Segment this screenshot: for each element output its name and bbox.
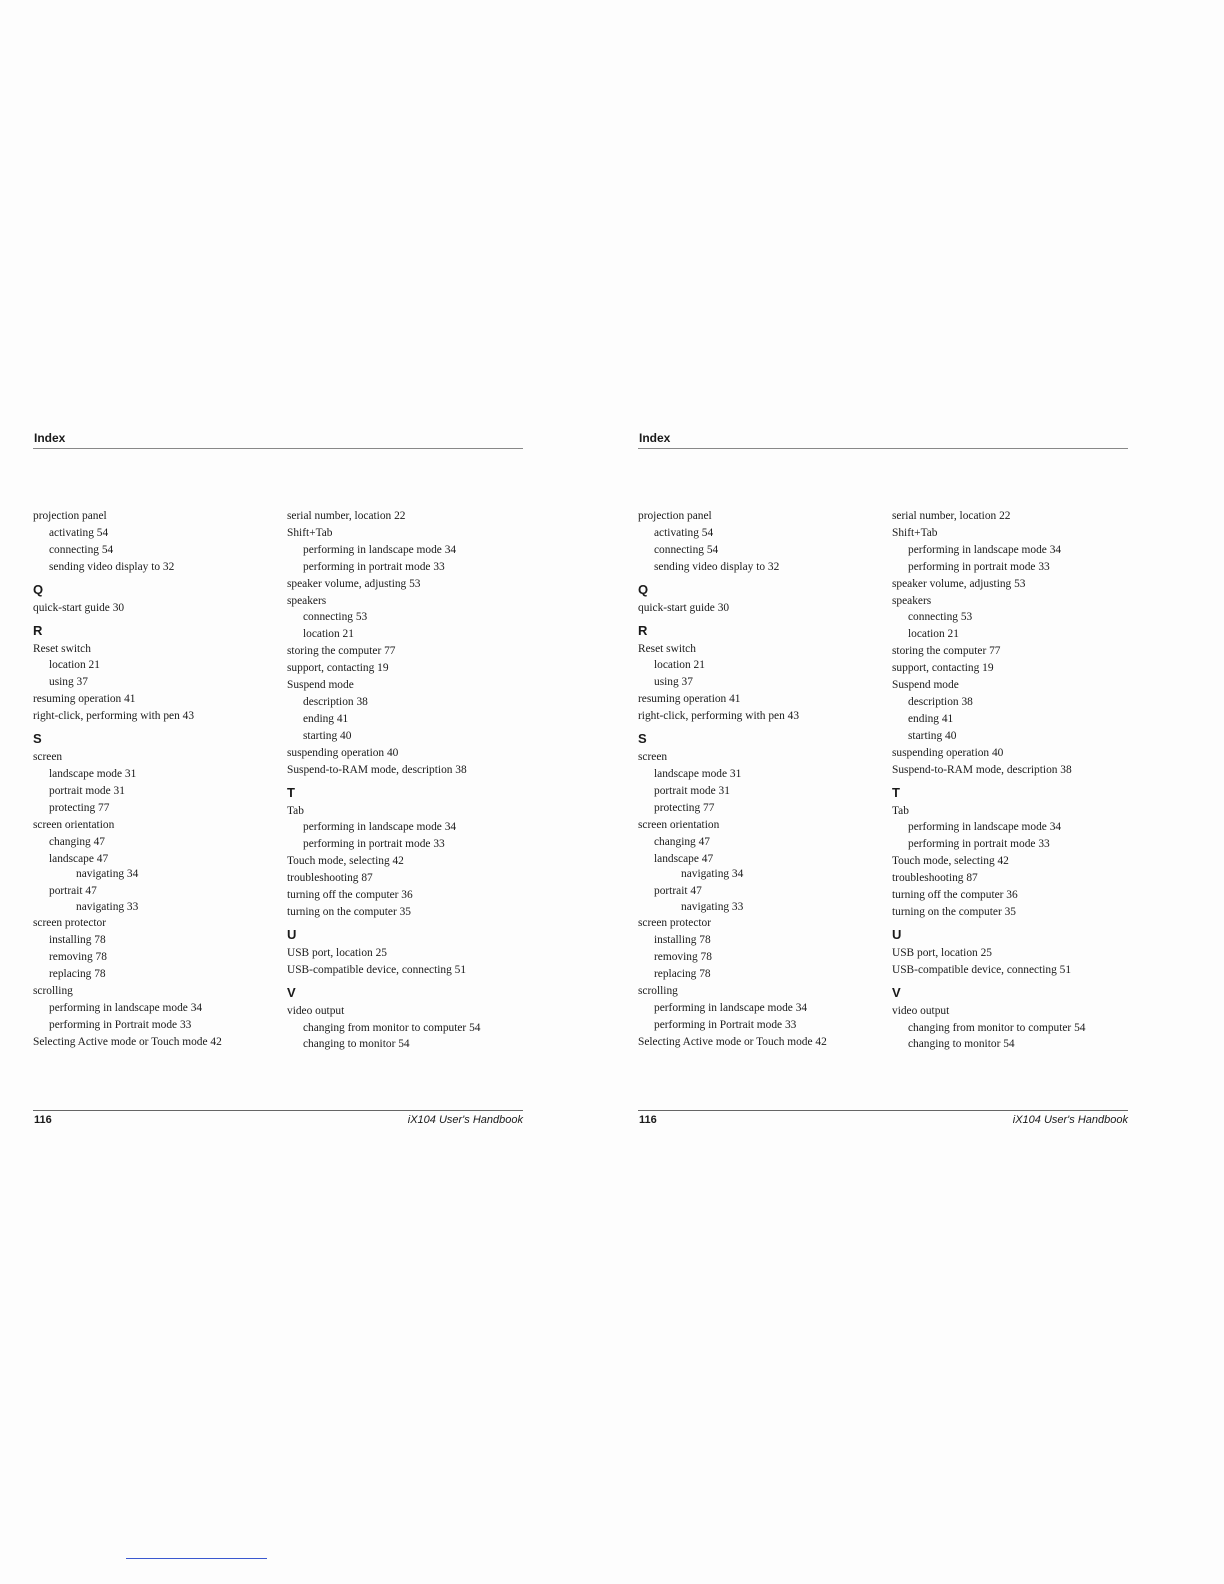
page-number: 116 [639,1114,657,1126]
index-entry: troubleshooting 87 [287,872,373,885]
index-entry: performing in landscape mode 34 [654,1001,808,1014]
index-entry: right-click, performing with pen 43 [33,710,195,723]
index-entry: Selecting Active mode or Touch mode 42 [638,1035,827,1048]
index-entry: changing from monitor to computer 54 [303,1021,481,1034]
index-entry: connecting 53 [303,611,368,624]
index-entry: screen protector [638,917,712,930]
index-entry: connecting 53 [908,611,973,624]
index-entry: sending video display to 32 [654,560,780,573]
index-entry: suspending operation 40 [892,746,1004,759]
book-title: iX104 User's Handbook [407,1114,523,1126]
index-entry: video output [287,1004,345,1017]
index-entry: location 21 [908,628,959,641]
index-entry: replacing 78 [654,968,711,981]
index-entry: activating 54 [49,526,109,539]
index-entry: sending video display to 32 [49,560,175,573]
index-entry: activating 54 [654,526,714,539]
index-entry: USB port, location 25 [892,946,992,959]
index-letter-heading: U [287,926,297,942]
page-footer [33,1110,523,1130]
index-entry: turning on the computer 35 [892,905,1017,918]
index-letter-heading: V [892,984,901,1000]
index-entry: screen [638,751,668,764]
index-entry: Reset switch [33,642,91,655]
index-entry: Touch mode, selecting 42 [892,855,1009,868]
index-letter-heading: S [33,731,42,747]
index-entry: ending 41 [908,712,954,725]
index-entry: quick-start guide 30 [33,601,125,614]
index-letter-heading: U [892,926,902,942]
index-entry: USB-compatible device, connecting 51 [892,963,1072,976]
index-entry: Selecting Active mode or Touch mode 42 [33,1035,222,1048]
index-entry: support, contacting 19 [287,662,389,675]
index-entry: projection panel [33,510,107,522]
index-entry: USB-compatible device, connecting 51 [287,963,467,976]
index-entry: screen [33,751,63,764]
index-column-left [638,508,878,1051]
index-entry: location 21 [49,659,100,672]
index-entry: screen protector [33,917,107,930]
index-entry: removing 78 [654,951,712,964]
index-entry: performing in landscape mode 34 [303,543,457,556]
index-entry: performing in landscape mode 34 [908,821,1062,834]
index-entry: portrait mode 31 [49,784,125,797]
index-entry: changing 47 [49,835,105,848]
index-entry: navigating 33 [76,900,139,913]
index-letter-heading: Q [33,581,44,597]
stray-underline-rule [126,1558,267,1559]
index-entry: Suspend-to-RAM mode, description 38 [892,763,1072,776]
index-entry: performing in portrait mode 33 [303,560,445,573]
index-entry: changing 47 [654,835,710,848]
index-entry: turning off the computer 36 [287,889,413,902]
index-entry: installing 78 [49,934,106,947]
index-entry: performing in Portrait mode 33 [49,1018,192,1031]
index-column-left [33,508,273,1051]
index-entry: landscape 47 [654,852,714,865]
index-entry: ending 41 [303,712,349,725]
index-letter-heading: V [287,984,296,1000]
index-entry: Tab [892,804,909,817]
index-entry: using 37 [49,676,88,689]
index-entry: navigating 34 [76,868,139,881]
index-entry: resuming operation 41 [638,693,741,706]
index-entry: connecting 54 [654,543,719,556]
index-entry: quick-start guide 30 [638,601,730,614]
index-entry: serial number, location 22 [892,510,1011,522]
index-entry: landscape 47 [49,852,109,865]
index-entry: landscape mode 31 [654,767,742,780]
index-letter-heading: Q [638,581,649,597]
index-entry: connecting 54 [49,543,114,556]
index-letter-heading: R [638,622,648,638]
index-entry: navigating 34 [681,868,744,881]
index-entry: replacing 78 [49,968,106,981]
index-entry: screen orientation [33,818,115,831]
index-entry: using 37 [654,676,693,689]
index-entry: protecting 77 [654,801,715,814]
index-entry: speakers [892,594,932,607]
index-entry: Shift+Tab [287,526,333,539]
index-entry: support, contacting 19 [892,662,994,675]
index-entry: Reset switch [638,642,696,655]
index-entry: Suspend mode [892,679,959,692]
index-entry: Suspend-to-RAM mode, description 38 [287,763,467,776]
index-entry: description 38 [303,695,368,708]
index-entry: navigating 33 [681,900,744,913]
index-entry: Touch mode, selecting 42 [287,855,404,868]
index-letter-heading: T [892,784,900,800]
index-entry: Tab [287,804,304,817]
index-letter-heading: S [638,731,647,747]
index-letter-heading: R [33,622,43,638]
index-entry: performing in portrait mode 33 [908,560,1050,573]
index-entry: landscape mode 31 [49,767,137,780]
index-entry: starting 40 [303,729,352,742]
index-column-right [892,508,1132,1053]
index-entry: removing 78 [49,951,107,964]
index-entry: Shift+Tab [892,526,938,539]
index-entry: serial number, location 22 [287,510,406,522]
index-entry: installing 78 [654,934,711,947]
index-entry: portrait 47 [49,884,97,897]
index-entry: scrolling [33,984,73,997]
page-header-title: Index [638,430,1128,449]
index-entry: suspending operation 40 [287,746,399,759]
index-entry: location 21 [654,659,705,672]
index-entry: turning on the computer 35 [287,905,412,918]
index-entry: performing in landscape mode 34 [303,821,457,834]
index-entry: performing in portrait mode 33 [303,838,445,851]
index-entry: troubleshooting 87 [892,872,978,885]
index-entry: performing in landscape mode 34 [49,1001,203,1014]
index-page-left [33,430,523,1140]
index-entry: speakers [287,594,327,607]
index-entry: turning off the computer 36 [892,889,1018,902]
index-page-right [638,430,1128,1140]
page-header-title: Index [33,430,523,449]
index-entry: changing to monitor 54 [303,1038,410,1051]
index-entry: right-click, performing with pen 43 [638,710,800,723]
index-entry: portrait 47 [654,884,702,897]
page-footer [638,1110,1128,1130]
index-entry: Suspend mode [287,679,354,692]
index-entry: description 38 [908,695,973,708]
index-entry: storing the computer 77 [287,645,396,658]
index-entry: projection panel [638,510,712,522]
index-entry: protecting 77 [49,801,110,814]
index-entry: video output [892,1004,950,1017]
index-entry: screen orientation [638,818,720,831]
index-entry: changing from monitor to computer 54 [908,1021,1086,1034]
index-letter-heading: T [287,784,295,800]
page-number: 116 [34,1114,52,1126]
index-entry: performing in Portrait mode 33 [654,1018,797,1031]
book-title: iX104 User's Handbook [1012,1114,1128,1126]
index-entry: speaker volume, adjusting 53 [287,577,421,590]
index-entry: scrolling [638,984,678,997]
index-entry: performing in landscape mode 34 [908,543,1062,556]
index-entry: location 21 [303,628,354,641]
index-entry: performing in portrait mode 33 [908,838,1050,851]
index-entry: USB port, location 25 [287,946,387,959]
index-column-right [287,508,527,1053]
index-entry: storing the computer 77 [892,645,1001,658]
index-entry: speaker volume, adjusting 53 [892,577,1026,590]
index-entry: starting 40 [908,729,957,742]
index-entry: changing to monitor 54 [908,1038,1015,1051]
index-entry: resuming operation 41 [33,693,136,706]
index-entry: portrait mode 31 [654,784,730,797]
